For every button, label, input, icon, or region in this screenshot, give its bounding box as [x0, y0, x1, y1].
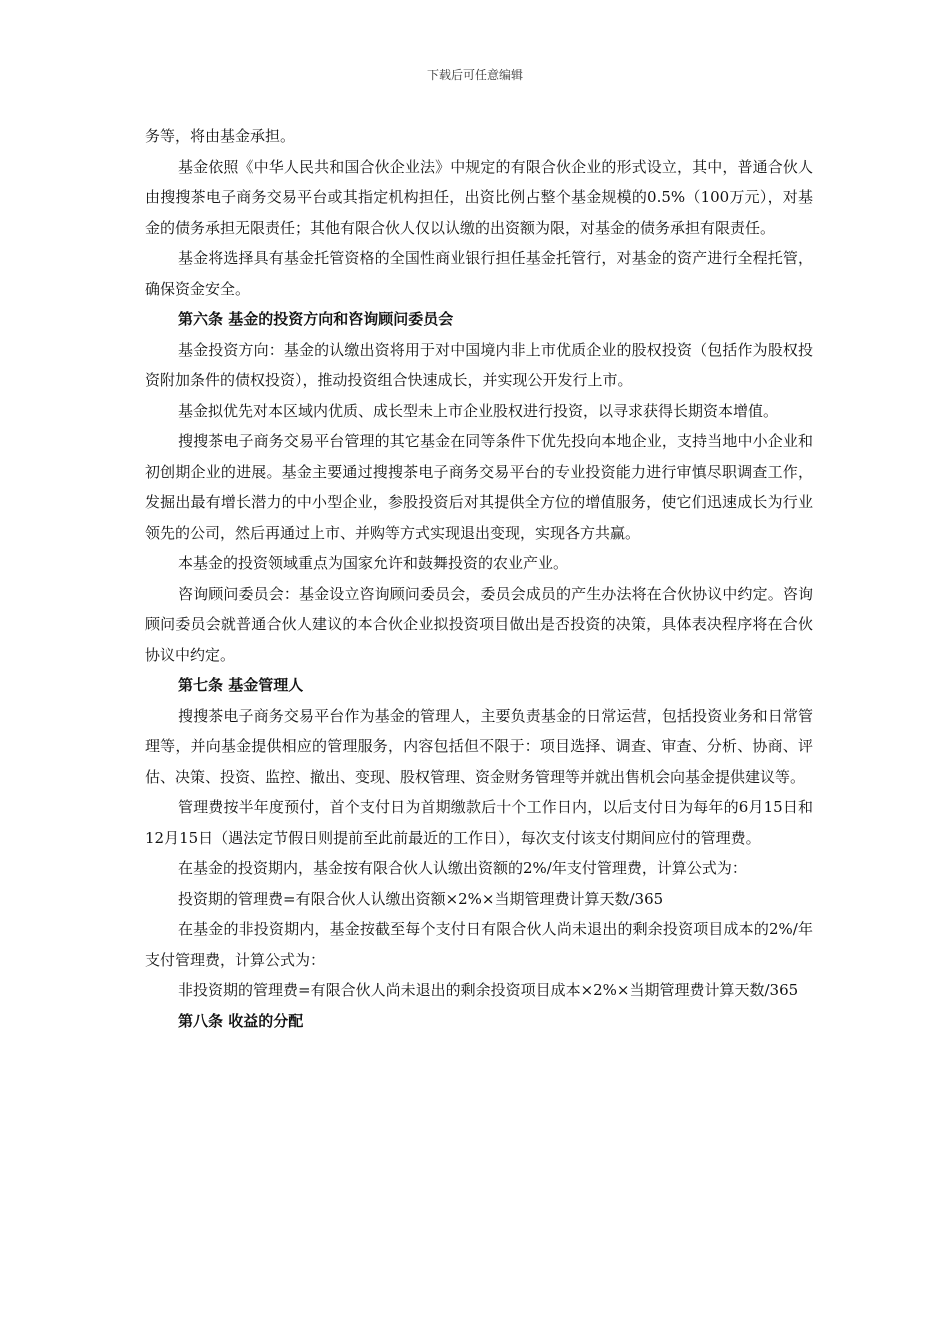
paragraph-custody: 基金将选择具有基金托管资格的全国性商业银行担任基金托管行，对基金的资产进行全程托管，确保资金安全。 [145, 249, 813, 298]
formula-non-investment-period: 非投资期的管理费=有限合伙人尚未退出的剩余投资项目成本×2%×当期管理费计算天数/365 [178, 981, 799, 999]
paragraph-investment-direction: 基金投资方向：基金的认缴出资将用于对中国境内非上市优质企业的股权投资（包括作为股权投资附加条件的债权投资），推动投资组合快速成长，并实现公开发行上市。 [145, 340, 813, 389]
paragraph-regional-priority: 基金拟优先对本区域内优质、成长型未上市企业股权进行投资，以寻求获得长期资本增值。 [178, 401, 779, 420]
paragraph-fund-structure: 基金依照《中华人民共和国合伙企业法》中规定的有限合伙企业的形式设立，其中，普通合伙人由搜搜茶电子商务交易平台或其指定机构担任，出资比例占整个基金规模的0.5%（100万元），对基金的债务承担无限责任；其他有限合伙人仅以认缴的出资额为限，对基金的债务承担有限责任。 [145, 157, 813, 237]
paragraph-continuation: 务等，将由基金承担。 [145, 127, 296, 145]
paragraph-non-investment-period-fee: 在基金的非投资期内，基金按截至每个支付日有限合伙人尚未退出的剩余投资项目成本的2%/年支付管理费，计算公式为： [145, 920, 813, 969]
article-7-heading: 第七条 基金管理人 [178, 676, 304, 694]
page-header: 下载后可任意编辑 [426, 68, 523, 82]
document-body [145, 121, 813, 1036]
paragraph-advisory-committee: 咨询顾问委员会：基金设立咨询顾问委员会，委员会成员的产生办法将在合伙协议中约定。咨询顾问委员会就普通合伙人建议的本合伙企业拟投资项目做出是否投资的决策，具体表决程序将在合伙协议中约定。 [145, 584, 813, 664]
paragraph-investment-period-fee: 在基金的投资期内，基金按有限合伙人认缴出资额的2%/年支付管理费，计算公式为： [178, 859, 747, 877]
paragraph-investment-focus: 本基金的投资领域重点为国家允许和鼓舞投资的农业产业。 [178, 554, 569, 572]
article-8-heading: 第八条 收益的分配 [178, 1011, 304, 1030]
paragraph-fee-schedule: 管理费按半年度预付，首个支付日为首期缴款后十个工作日内，以后支付日为每年的6月15日和12月15日（遇法定节假日则提前至此前最近的工作日），每次支付该支付期间应付的管理费。 [145, 798, 813, 847]
paragraph-manager-duties: 搜搜茶电子商务交易平台作为基金的管理人，主要负责基金的日常运营，包括投资业务和日常管理等，并向基金提供相应的管理服务，内容包括但不限于：项目选择、调查、审查、分析、协商、评估、决策、投资、监控、撤出、变现、股权管理、资金财务管理等并就出售机会向基金提供建议等。 [145, 706, 813, 786]
article-6-heading: 第六条 基金的投资方向和咨询顾问委员会 [178, 310, 454, 328]
paragraph-local-support: 搜搜茶电子商务交易平台管理的其它基金在同等条件下优先投向本地企业，支持当地中小企业和初创期企业的进展。基金主要通过搜搜茶电子商务交易平台的专业投资能力进行审慎尽职调查工作，发掘出最有增长潜力的中小型企业，参股投资后对其提供全方位的增值服务，使它们迅速成长为行业领先的公司，然后再通过上市、并购等方式实现退出变现，实现各方共赢。 [145, 432, 813, 542]
formula-investment-period: 投资期的管理费=有限合伙人认缴出资额×2%×当期管理费计算天数/365 [178, 889, 664, 908]
